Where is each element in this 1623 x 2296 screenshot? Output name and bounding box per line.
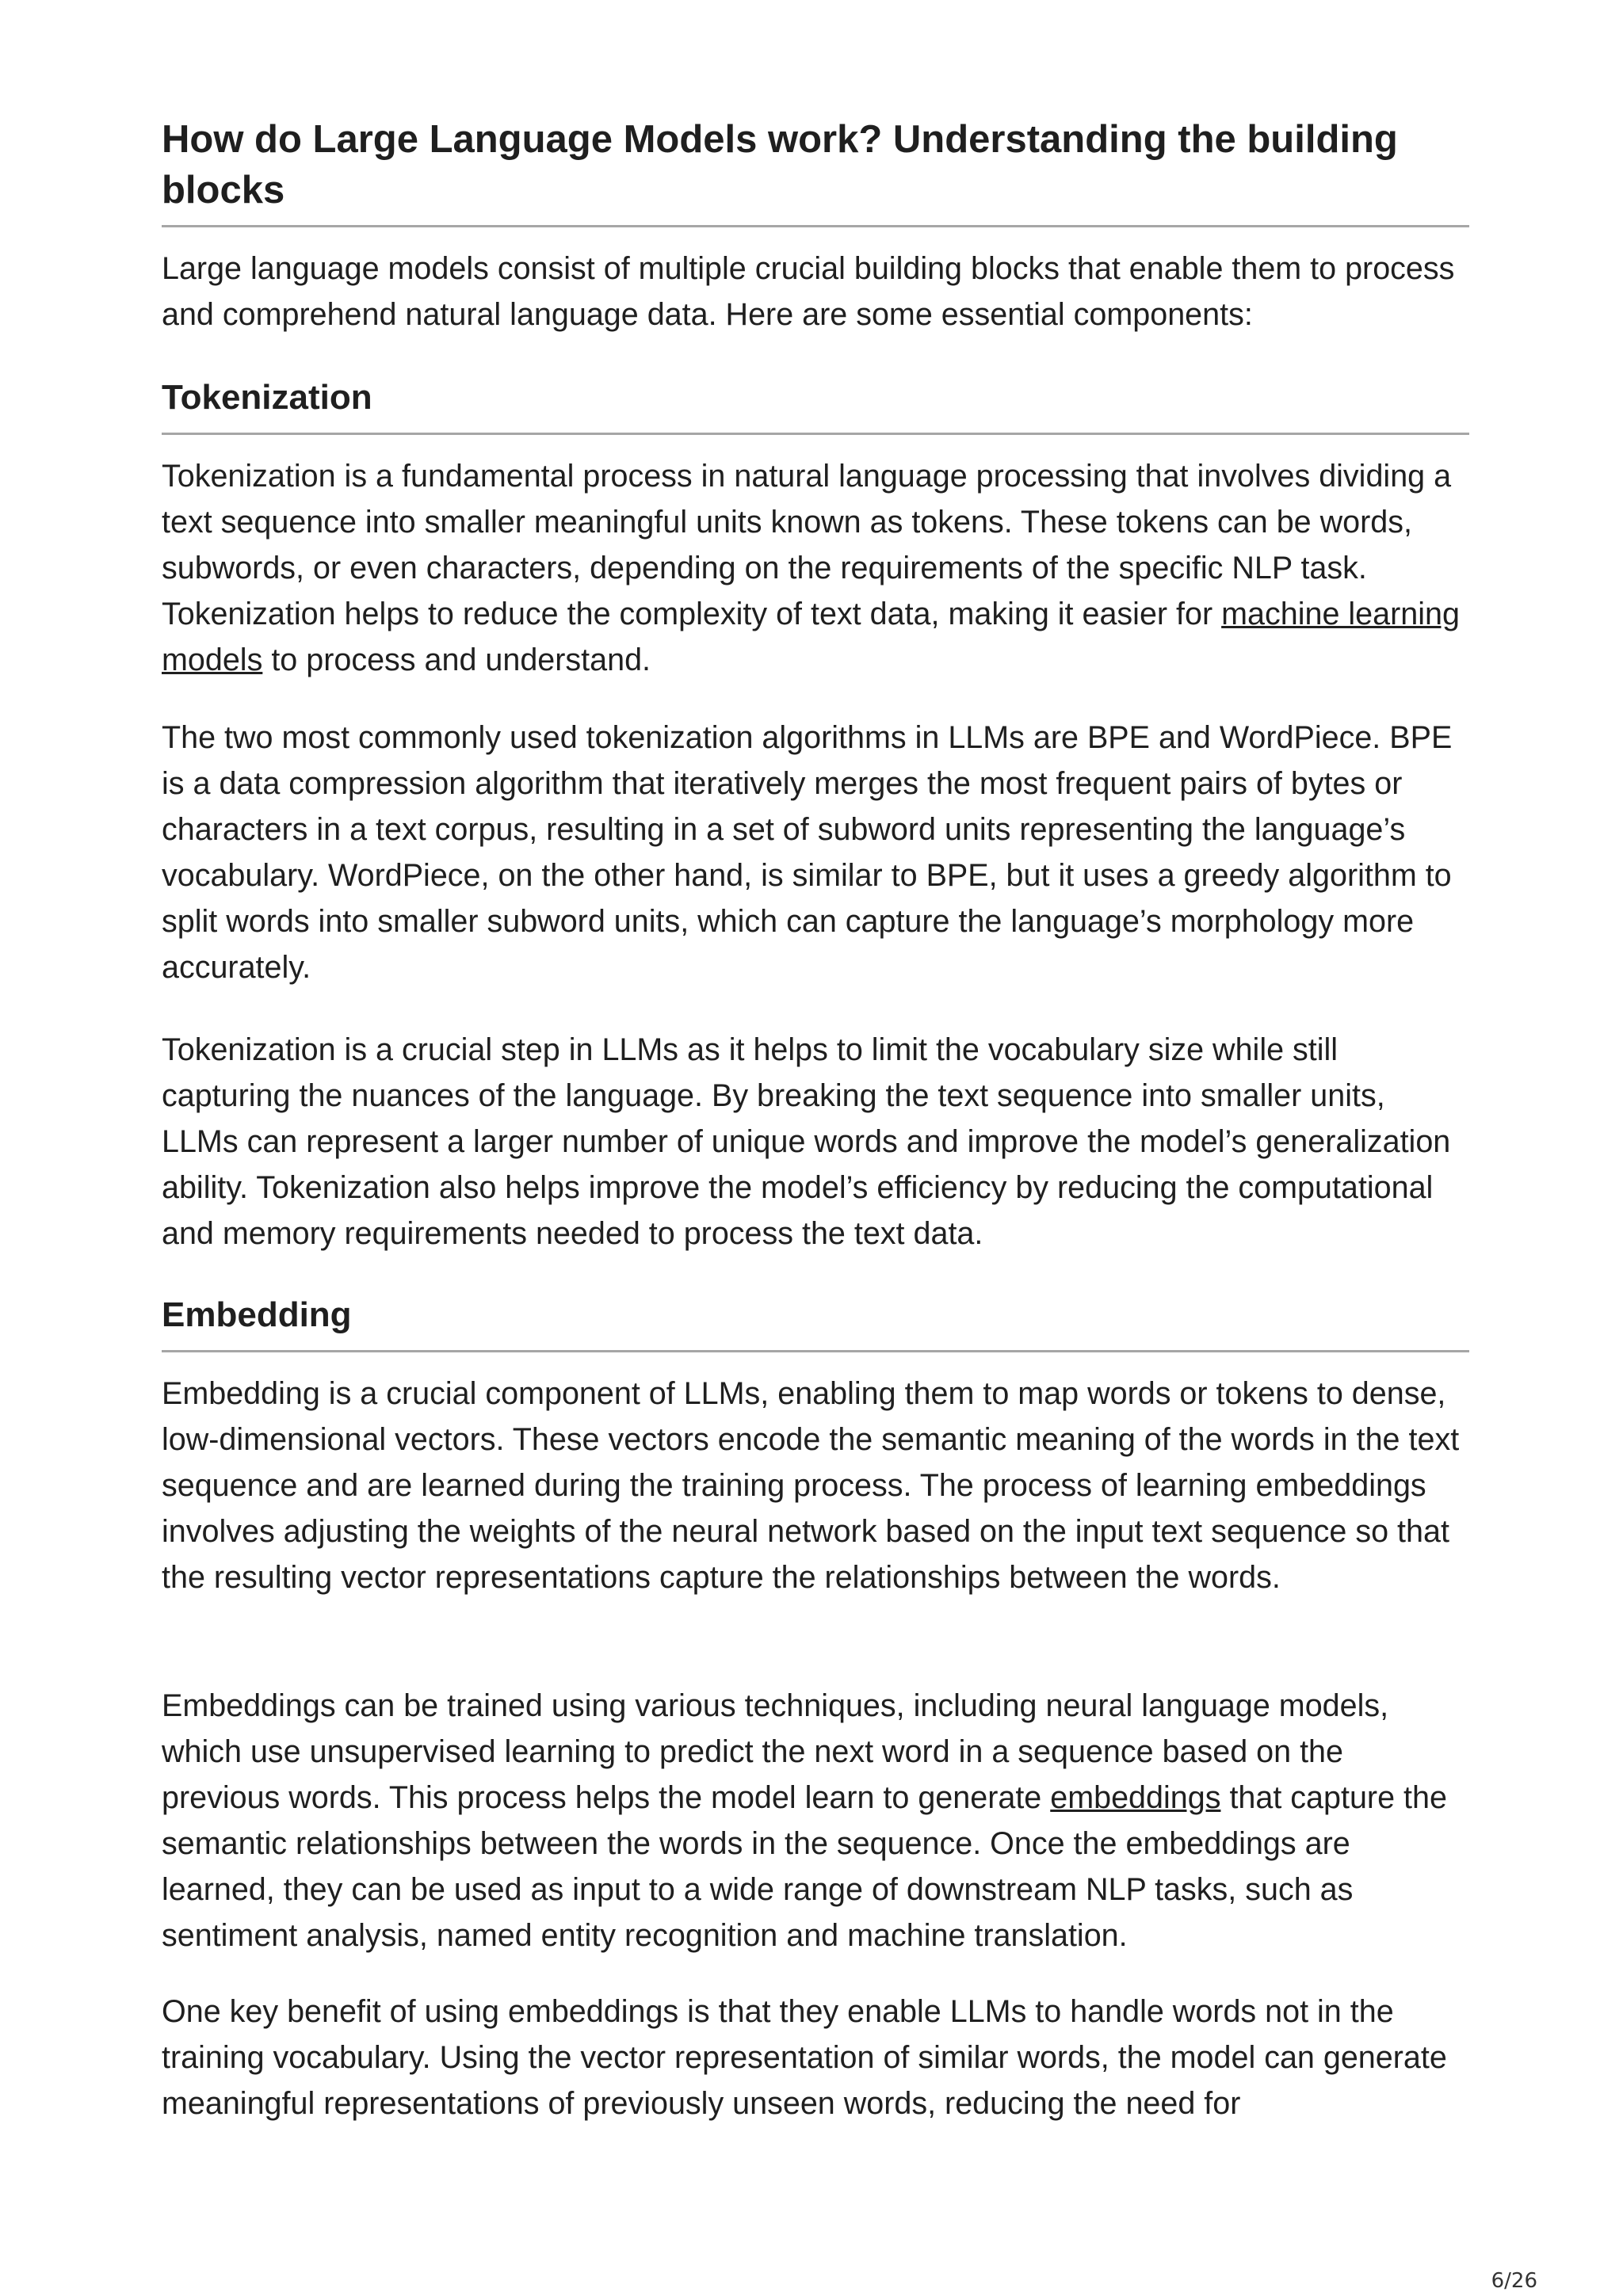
embedding-paragraph-3: One key benefit of using embeddings is that they enable LLMs to handle words not in the training vocabulary. Using the vector representation of similar words, the model can generate meaningful representations of previously unseen words, reducing the need for [162,1994,1447,2121]
tokenization-paragraph-3: Tokenization is a crucial step in LLMs as it helps to limit the vocabulary size while still capturing the nuances of the language. By breaking the text sequence into smaller units, LLMs can represent a larger number of unique words and improve the model’s generalization ability. Tokenization also helps improve the model’s efficiency by reducing the computational and memory requirements needed to process the text data. [162,1032,1451,1251]
section-divider-tokenization [162,433,1469,435]
intro-paragraph: Large language models consist of multiple crucial building blocks that enable them to process and comprehend natural language data. Here are some essential components: [162,251,1455,332]
section-heading-tokenization: Tokenization [162,378,372,417]
section-divider-embedding [162,1350,1469,1352]
embedding-paragraph-2: Embeddings can be trained using various techniques, including neural language models, which use unsupervised learning to predict the next word in a sequence based on the previous words. This process helps the model learn to generate embeddings that capture the semantic relationships between the words in the sequence. Once the embeddings are learned, they can be used as input to a wide range of downstream NLP tasks, such as sentiment analysis, named entity recognition and machine translation. [162,1688,1447,1953]
machine-learning-models-link[interactable]: machine learning models [162,597,1460,677]
section-heading-embedding: Embedding [162,1295,352,1334]
page-title: How do Large Language Models work? Understanding the building blocks [162,118,1398,212]
page-number: 6/26 [1491,2269,1537,2293]
tokenization-paragraph-1: Tokenization is a fundamental process in natural language processing that involves dividing a text sequence into smaller meaningful units known as tokens. These tokens can be words, subwords, or even characters, depending on the requirements of the specific NLP task. Tokenization helps to reduce the complexity of text data, making it easier for machine learning models to process and understand. [162,459,1460,677]
tokenization-paragraph-2: The two most commonly used tokenization algorithms in LLMs are BPE and WordPiece. BPE is a data compression algorithm that iteratively merges the most frequent pairs of bytes or characters in a text corpus, resulting in a set of subword units representing the language’s vocabulary. WordPiece, on the other hand, is similar to BPE, but it uses a greedy algorithm to split words into smaller subword units, which can capture the language’s morphology more accurately. [162,720,1453,985]
embeddings-link[interactable]: embeddings [1050,1780,1221,1815]
embedding-paragraph-1: Embedding is a crucial component of LLMs, enabling them to map words or tokens to dense, low-dimensional vectors. These vectors encode the semantic meaning of the words in the text sequence and are learned during the training process. The process of learning embeddings involves adjusting the weights of the neural network based on the input text sequence so that the resulting vector representations capture the relationships between the words. [162,1376,1460,1595]
title-divider [162,225,1469,227]
